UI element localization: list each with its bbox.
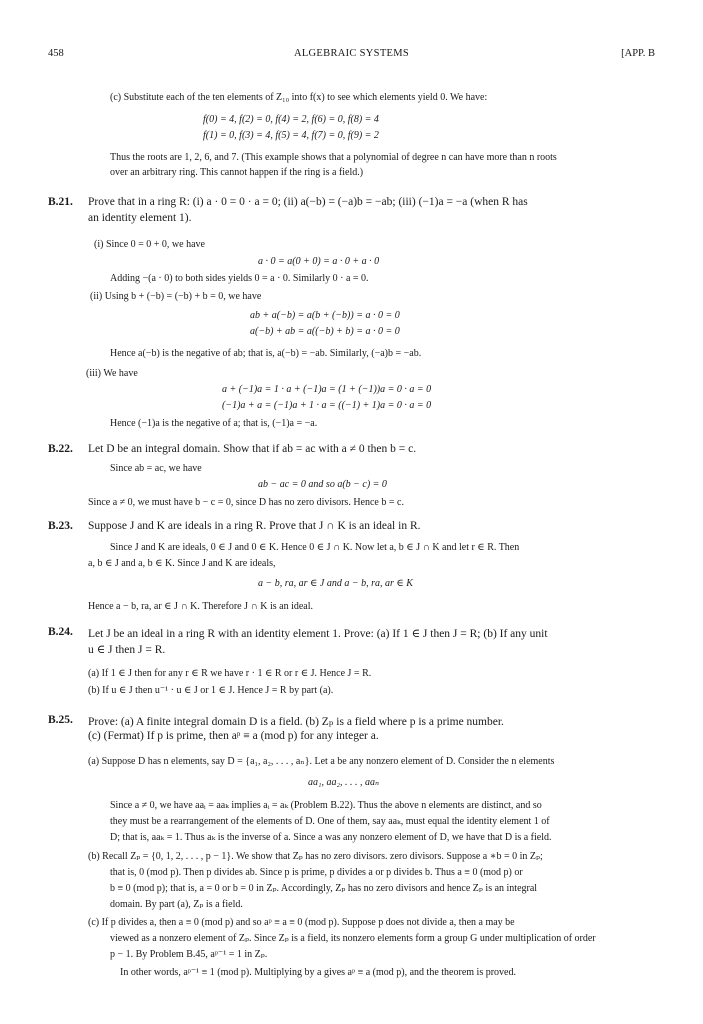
b25-b-line-1: (b) Recall Zₚ = {0, 1, 2, . . . , p − 1}. We show that Zₚ has no zero divisors. zero divisors. Suppose a ∗b = 0 in Zₚ; bbox=[88, 851, 543, 862]
problem-label-b24: B.24. bbox=[48, 626, 73, 638]
b23-statement: Suppose J and K are ideals in a ring R. Prove that J ∩ K is an ideal in R. bbox=[88, 520, 421, 532]
b25-c-line-1: (c) If p divides a, then a ≡ 0 (mod p) and so aᵖ ≡ a ≡ 0 (mod p). Suppose p does not divide a, then a may be bbox=[88, 917, 515, 928]
problem-label-b22: B.22. bbox=[48, 443, 73, 455]
b25-a-elements: aa₁, aa₂, . . . , aaₙ bbox=[308, 777, 380, 788]
b25-b-line-2: that is, 0 (mod p). Then p divides ab. Since p is prime, p divides a or p divides b. Thus a ≡ 0 (mod p) or bbox=[110, 867, 523, 878]
problem-label-b21: B.21. bbox=[48, 196, 73, 208]
b21-ii-intro: (ii) Using b + (−b) = (−b) + b = 0, we have bbox=[90, 291, 262, 302]
b23-proof-line-2: a, b ∈ J and a, b ∈ K. Since J and K are ideals, bbox=[88, 558, 276, 569]
running-title: ALGEBRAIC SYSTEMS bbox=[293, 48, 410, 59]
b25-a-line-1: (a) Suppose D has n elements, say D = {a₁, a₂, . . . , aₙ}. Let a be any nonzero element of D. Consider the n elements bbox=[88, 756, 555, 767]
b25-b-line-3: b ≡ 0 (mod p); that is, a = 0 or b = 0 in Zₚ. Accordingly, Zₚ has no zero divisors and hence Zₚ is an integral bbox=[110, 883, 538, 894]
b22-since: Since ab = ac, we have bbox=[110, 463, 202, 474]
partc-intro: (c) Substitute each of the ten elements of Z₁₀ into f(x) to see which elements yield 0. We have: bbox=[110, 92, 488, 103]
b21-ii-conclusion: Hence a(−b) is the negative of ab; that is, a(−b) = −ab. Similarly, (−a)b = −ab. bbox=[110, 348, 422, 359]
b25-a-line-3: they must be a rearrangement of the elements of D. One of them, say aaₖ, must equal the identity element 1 of bbox=[110, 816, 550, 827]
b21-i-equation: a · 0 = a(0 + 0) = a · 0 + a · 0 bbox=[258, 256, 380, 267]
partc-note-line-1: Thus the roots are 1, 2, 6, and 7. (This example shows that a polynomial of degree n can have more than n roots bbox=[110, 152, 557, 163]
b22-conclusion: Since a ≠ 0, we must have b − c = 0, since D has no zero divisors. Hence b = c. bbox=[88, 497, 404, 508]
b24-statement-line-1: Let J be an ideal in a ring R with an identity element 1. Prove: (a) If 1 ∈ J then J = R; (b) If any unit bbox=[88, 628, 548, 640]
b21-i-conclusion: Adding −(a · 0) to both sides yields 0 = a · 0. Similarly 0 · a = 0. bbox=[110, 273, 369, 284]
b22-equation: ab − ac = 0 and so a(b − c) = 0 bbox=[258, 479, 387, 490]
page-number: 458 bbox=[48, 48, 64, 59]
b21-iii-equation-1: a + (−1)a = 1 · a + (−1)a = (1 + (−1))a = 0 · a = 0 bbox=[222, 384, 432, 395]
b21-ii-equation-1: ab + a(−b) = a(b + (−b)) = a · 0 = 0 bbox=[250, 310, 400, 321]
b21-i-intro: (i) Since 0 = 0 + 0, we have bbox=[94, 239, 205, 250]
problem-label-b25: B.25. bbox=[48, 714, 73, 726]
b25-statement-line-2: (c) (Fermat) If p is prime, then aᵖ ≡ a (mod p) for any integer a. bbox=[88, 730, 379, 742]
problem-label-b23: B.23. bbox=[48, 520, 73, 532]
partc-table-row-1: f(0) = 4, f(2) = 0, f(4) = 2, f(6) = 0, f(8) = 4 bbox=[203, 114, 379, 125]
b25-c-line-2: viewed as a nonzero element of Zₚ. Since Zₚ is a field, its nonzero elements form a group G under multiplication of order bbox=[110, 933, 596, 944]
b24-statement-line-2: u ∈ J then J = R. bbox=[88, 644, 166, 656]
b25-a-line-2: Since a ≠ 0, we have aaᵢ = aaₖ implies aᵢ = aₖ (Problem B.22). Thus the above n elements are distinct, and so bbox=[110, 800, 542, 811]
b24-part-b: (b) If u ∈ J then u⁻¹ · u ∈ J or 1 ∈ J. Hence J = R by part (a). bbox=[88, 685, 334, 696]
b21-iii-conclusion: Hence (−1)a is the negative of a; that is, (−1)a = −a. bbox=[110, 418, 318, 429]
b21-statement-line-1: Prove that in a ring R: (i) a · 0 = 0 · a = 0; (ii) a(−b) = (−a)b = −ab; (iii) (−1)a = −a (when R has bbox=[88, 196, 528, 208]
b25-statement-line-1: Prove: (a) A finite integral domain D is a field. (b) Zₚ is a field where p is a prime number. bbox=[88, 716, 504, 728]
b25-a-line-4: D; that is, aaₖ = 1. Thus aₖ is the inverse of a. Since a was any nonzero element of D, we have that D is a field. bbox=[110, 832, 552, 843]
partc-table-row-2: f(1) = 0, f(3) = 4, f(5) = 4, f(7) = 0, f(9) = 2 bbox=[203, 130, 379, 141]
b23-conclusion: Hence a − b, ra, ar ∈ J ∩ K. Therefore J ∩ K is an ideal. bbox=[88, 601, 313, 612]
b22-statement: Let D be an integral domain. Show that if ab = ac with a ≠ 0 then b = c. bbox=[88, 443, 417, 455]
b25-b-line-4: domain. By part (a), Zₚ is a field. bbox=[110, 899, 243, 910]
b25-c-line-4: In other words, aᵖ⁻¹ ≡ 1 (mod p). Multiplying by a gives aᵖ ≡ a (mod p), and the theorem is proved. bbox=[120, 967, 516, 978]
b21-statement-line-2: an identity element 1). bbox=[88, 212, 192, 224]
b21-ii-equation-2: a(−b) + ab = a((−b) + b) = a · 0 = 0 bbox=[250, 326, 400, 337]
b23-proof-line-1: Since J and K are ideals, 0 ∈ J and 0 ∈ K. Hence 0 ∈ J ∩ K. Now let a, b ∈ J ∩ K and let r ∈ R. Then bbox=[110, 542, 520, 553]
appendix-label: [APP. B bbox=[621, 48, 655, 59]
b24-part-a: (a) If 1 ∈ J then for any r ∈ R we have r · 1 ∈ R or r ∈ J. Hence J = R. bbox=[88, 668, 372, 679]
b23-equation: a − b, ra, ar ∈ J and a − b, ra, ar ∈ K bbox=[258, 578, 413, 589]
b21-iii-intro: (iii) We have bbox=[86, 368, 138, 379]
partc-note-line-2: over an arbitrary ring. This cannot happen if the ring is a field.) bbox=[110, 167, 364, 178]
running-header bbox=[48, 48, 655, 64]
b21-iii-equation-2: (−1)a + a = (−1)a + 1 · a = ((−1) + 1)a = 0 · a = 0 bbox=[222, 400, 432, 411]
b25-c-line-3: p − 1. By Problem B.45, aᵖ⁻¹ = 1 in Zₚ. bbox=[110, 949, 268, 960]
